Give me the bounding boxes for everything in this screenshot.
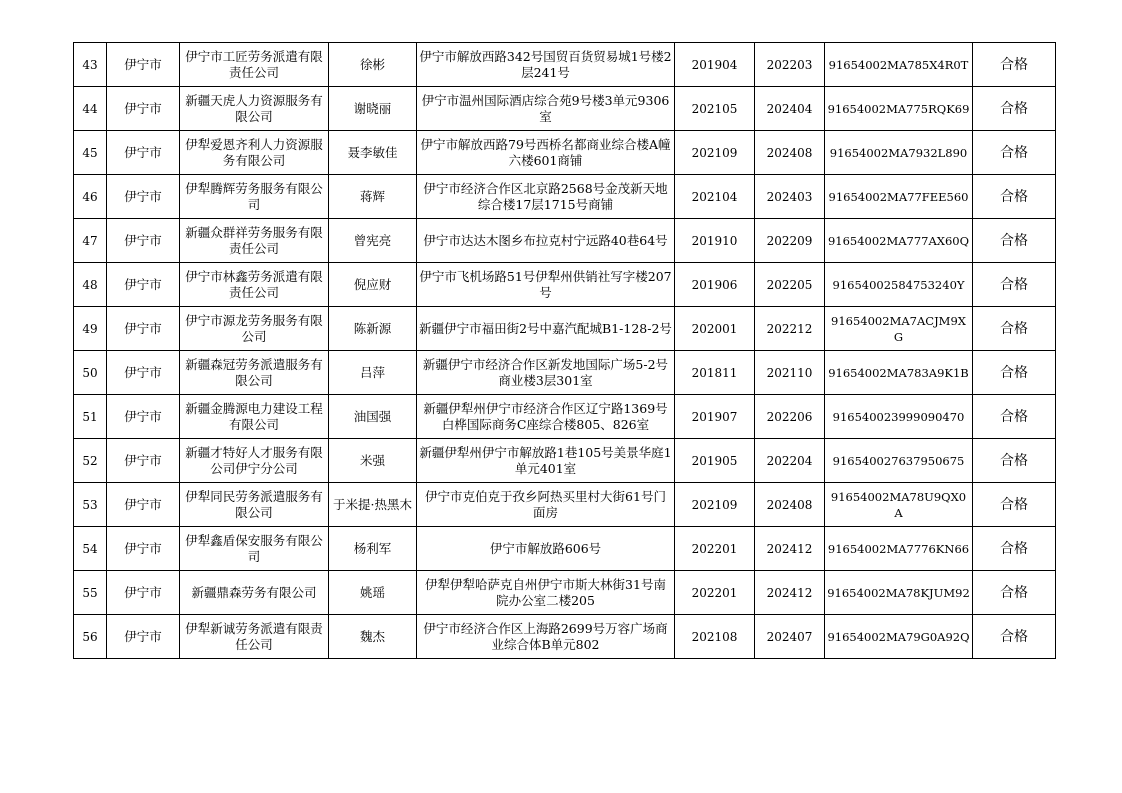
- legal-person-cell: 于米提·热黑木: [329, 483, 417, 527]
- company-name-cell: 新疆鼎森劳务有限公司: [180, 571, 329, 615]
- end-date-cell: 202412: [755, 571, 825, 615]
- row-number-cell: 48: [74, 263, 107, 307]
- city-cell: 伊宁市: [107, 43, 180, 87]
- city-cell: 伊宁市: [107, 175, 180, 219]
- table-row: [74, 527, 1056, 571]
- address-cell: 新疆伊犁州伊宁市经济合作区辽宁路1369号白桦国际商务C座综合楼805、826室: [417, 395, 675, 439]
- address-cell: 新疆伊犁州伊宁市解放路1巷105号美景华庭1单元401室: [417, 439, 675, 483]
- start-date-cell: 201906: [675, 263, 755, 307]
- legal-person-cell: 杨利军: [329, 527, 417, 571]
- result-cell: 合格: [973, 395, 1056, 439]
- start-date-cell: 202109: [675, 131, 755, 175]
- credit-code-cell: 91654002MA7932L890: [825, 131, 973, 175]
- address-cell: 伊宁市飞机场路51号伊犁州供销社写字楼207号: [417, 263, 675, 307]
- company-name-cell: 伊犁爱恩齐利人力资源服务有限公司: [180, 131, 329, 175]
- address-cell: 伊宁市解放西路342号国贸百货贸易城1号楼2层241号: [417, 43, 675, 87]
- row-number-cell: 47: [74, 219, 107, 263]
- row-number-cell: 56: [74, 615, 107, 659]
- end-date-cell: 202206: [755, 395, 825, 439]
- row-number-cell: 43: [74, 43, 107, 87]
- end-date-cell: 202203: [755, 43, 825, 87]
- table-row: [74, 439, 1056, 483]
- row-number-cell: 44: [74, 87, 107, 131]
- row-number-cell: 54: [74, 527, 107, 571]
- credit-code-cell: 916540027637950675: [825, 439, 973, 483]
- row-number-cell: 53: [74, 483, 107, 527]
- end-date-cell: 202204: [755, 439, 825, 483]
- legal-person-cell: 姚瑶: [329, 571, 417, 615]
- address-cell: 新疆伊宁市经济合作区新发地国际广场5-2号商业楼3层301室: [417, 351, 675, 395]
- credit-code-cell: 91654002MA78U9QX0A: [825, 483, 973, 527]
- address-cell: 伊宁市达达木图乡布拉克村宁远路40巷64号: [417, 219, 675, 263]
- company-name-cell: 伊宁市源龙劳务服务有限公司: [180, 307, 329, 351]
- result-cell: 合格: [973, 43, 1056, 87]
- company-name-cell: 伊犁新诚劳务派遣有限责任公司: [180, 615, 329, 659]
- legal-person-cell: 谢晓丽: [329, 87, 417, 131]
- city-cell: 伊宁市: [107, 395, 180, 439]
- address-cell: 伊宁市解放路606号: [417, 527, 675, 571]
- start-date-cell: 202104: [675, 175, 755, 219]
- end-date-cell: 202404: [755, 87, 825, 131]
- company-name-cell: 新疆众群祥劳务服务有限责任公司: [180, 219, 329, 263]
- start-date-cell: 201811: [675, 351, 755, 395]
- city-cell: 伊宁市: [107, 263, 180, 307]
- credit-code-cell: 91654002MA775RQK69: [825, 87, 973, 131]
- result-cell: 合格: [973, 527, 1056, 571]
- address-cell: 伊宁市解放西路79号西桥名都商业综合楼A幢六楼601商铺: [417, 131, 675, 175]
- city-cell: 伊宁市: [107, 219, 180, 263]
- row-number-cell: 49: [74, 307, 107, 351]
- end-date-cell: 202408: [755, 483, 825, 527]
- row-number-cell: 46: [74, 175, 107, 219]
- company-name-cell: 伊宁市林鑫劳务派遣有限责任公司: [180, 263, 329, 307]
- credit-code-cell: 91654002MA7ACJM9XG: [825, 307, 973, 351]
- city-cell: 伊宁市: [107, 307, 180, 351]
- start-date-cell: 201905: [675, 439, 755, 483]
- company-name-cell: 伊犁同民劳务派遣服务有限公司: [180, 483, 329, 527]
- result-cell: 合格: [973, 175, 1056, 219]
- city-cell: 伊宁市: [107, 483, 180, 527]
- city-cell: 伊宁市: [107, 87, 180, 131]
- start-date-cell: 201904: [675, 43, 755, 87]
- table-body: [74, 43, 1056, 659]
- credit-code-cell: 91654002MA77FEE560: [825, 175, 973, 219]
- table-row: [74, 87, 1056, 131]
- result-cell: 合格: [973, 351, 1056, 395]
- result-cell: 合格: [973, 263, 1056, 307]
- end-date-cell: 202205: [755, 263, 825, 307]
- company-name-cell: 伊宁市工匠劳务派遣有限责任公司: [180, 43, 329, 87]
- table-row: [74, 615, 1056, 659]
- table-row: [74, 395, 1056, 439]
- result-cell: 合格: [973, 219, 1056, 263]
- legal-person-cell: 徐彬: [329, 43, 417, 87]
- start-date-cell: 202108: [675, 615, 755, 659]
- row-number-cell: 52: [74, 439, 107, 483]
- table-row: [74, 263, 1056, 307]
- credit-code-cell: 91654002MA79G0A92Q: [825, 615, 973, 659]
- result-cell: 合格: [973, 131, 1056, 175]
- legal-person-cell: 米强: [329, 439, 417, 483]
- legal-person-cell: 吕萍: [329, 351, 417, 395]
- company-name-cell: 伊犁腾辉劳务服务有限公司: [180, 175, 329, 219]
- credit-code-cell: 916540023999090470: [825, 395, 973, 439]
- table-row: [74, 131, 1056, 175]
- table-row: [74, 307, 1056, 351]
- city-cell: 伊宁市: [107, 615, 180, 659]
- city-cell: 伊宁市: [107, 351, 180, 395]
- row-number-cell: 50: [74, 351, 107, 395]
- city-cell: 伊宁市: [107, 571, 180, 615]
- address-cell: 伊宁市克伯克于孜乡阿热买里村大街61号门面房: [417, 483, 675, 527]
- start-date-cell: 201907: [675, 395, 755, 439]
- address-cell: 伊宁市经济合作区上海路2699号万容广场商业综合体B单元802: [417, 615, 675, 659]
- result-cell: 合格: [973, 439, 1056, 483]
- company-name-cell: 新疆森冠劳务派遣服务有限公司: [180, 351, 329, 395]
- legal-person-cell: 聂李敏佳: [329, 131, 417, 175]
- company-name-cell: 伊犁鑫盾保安服务有限公司: [180, 527, 329, 571]
- credit-code-cell: 91654002MA783A9K1B: [825, 351, 973, 395]
- row-number-cell: 45: [74, 131, 107, 175]
- row-number-cell: 51: [74, 395, 107, 439]
- table-row: [74, 571, 1056, 615]
- table-row: [74, 219, 1056, 263]
- licensee-table: [73, 42, 1056, 659]
- start-date-cell: 202001: [675, 307, 755, 351]
- legal-person-cell: 油国强: [329, 395, 417, 439]
- table-row: [74, 483, 1056, 527]
- start-date-cell: 202201: [675, 527, 755, 571]
- legal-person-cell: 蒋辉: [329, 175, 417, 219]
- row-number-cell: 55: [74, 571, 107, 615]
- end-date-cell: 202403: [755, 175, 825, 219]
- credit-code-cell: 91654002584753240Y: [825, 263, 973, 307]
- address-cell: 伊犁伊犁哈萨克自州伊宁市斯大林街31号南院办公室二楼205: [417, 571, 675, 615]
- legal-person-cell: 魏杰: [329, 615, 417, 659]
- result-cell: 合格: [973, 571, 1056, 615]
- address-cell: 伊宁市经济合作区北京路2568号金茂新天地综合楼17层1715号商铺: [417, 175, 675, 219]
- table-row: [74, 351, 1056, 395]
- end-date-cell: 202209: [755, 219, 825, 263]
- legal-person-cell: 陈新源: [329, 307, 417, 351]
- legal-person-cell: 曾宪亮: [329, 219, 417, 263]
- end-date-cell: 202412: [755, 527, 825, 571]
- end-date-cell: 202407: [755, 615, 825, 659]
- start-date-cell: 202105: [675, 87, 755, 131]
- company-name-cell: 新疆才特好人才服务有限公司伊宁分公司: [180, 439, 329, 483]
- result-cell: 合格: [973, 615, 1056, 659]
- credit-code-cell: 91654002MA777AX60Q: [825, 219, 973, 263]
- city-cell: 伊宁市: [107, 131, 180, 175]
- result-cell: 合格: [973, 87, 1056, 131]
- result-cell: 合格: [973, 483, 1056, 527]
- start-date-cell: 202109: [675, 483, 755, 527]
- end-date-cell: 202408: [755, 131, 825, 175]
- address-cell: 伊宁市温州国际酒店综合苑9号楼3单元9306室: [417, 87, 675, 131]
- city-cell: 伊宁市: [107, 439, 180, 483]
- address-cell: 新疆伊宁市福田街2号中嘉汽配城B1-128-2号: [417, 307, 675, 351]
- company-name-cell: 新疆天虎人力资源服务有限公司: [180, 87, 329, 131]
- credit-code-cell: 91654002MA785X4R0T: [825, 43, 973, 87]
- city-cell: 伊宁市: [107, 527, 180, 571]
- end-date-cell: 202212: [755, 307, 825, 351]
- credit-code-cell: 91654002MA78KJUM92: [825, 571, 973, 615]
- legal-person-cell: 倪应财: [329, 263, 417, 307]
- company-name-cell: 新疆金腾源电力建设工程有限公司: [180, 395, 329, 439]
- end-date-cell: 202110: [755, 351, 825, 395]
- table-row: [74, 175, 1056, 219]
- credit-code-cell: 91654002MA7776KN66: [825, 527, 973, 571]
- result-cell: 合格: [973, 307, 1056, 351]
- table-row: [74, 43, 1056, 87]
- start-date-cell: 202201: [675, 571, 755, 615]
- start-date-cell: 201910: [675, 219, 755, 263]
